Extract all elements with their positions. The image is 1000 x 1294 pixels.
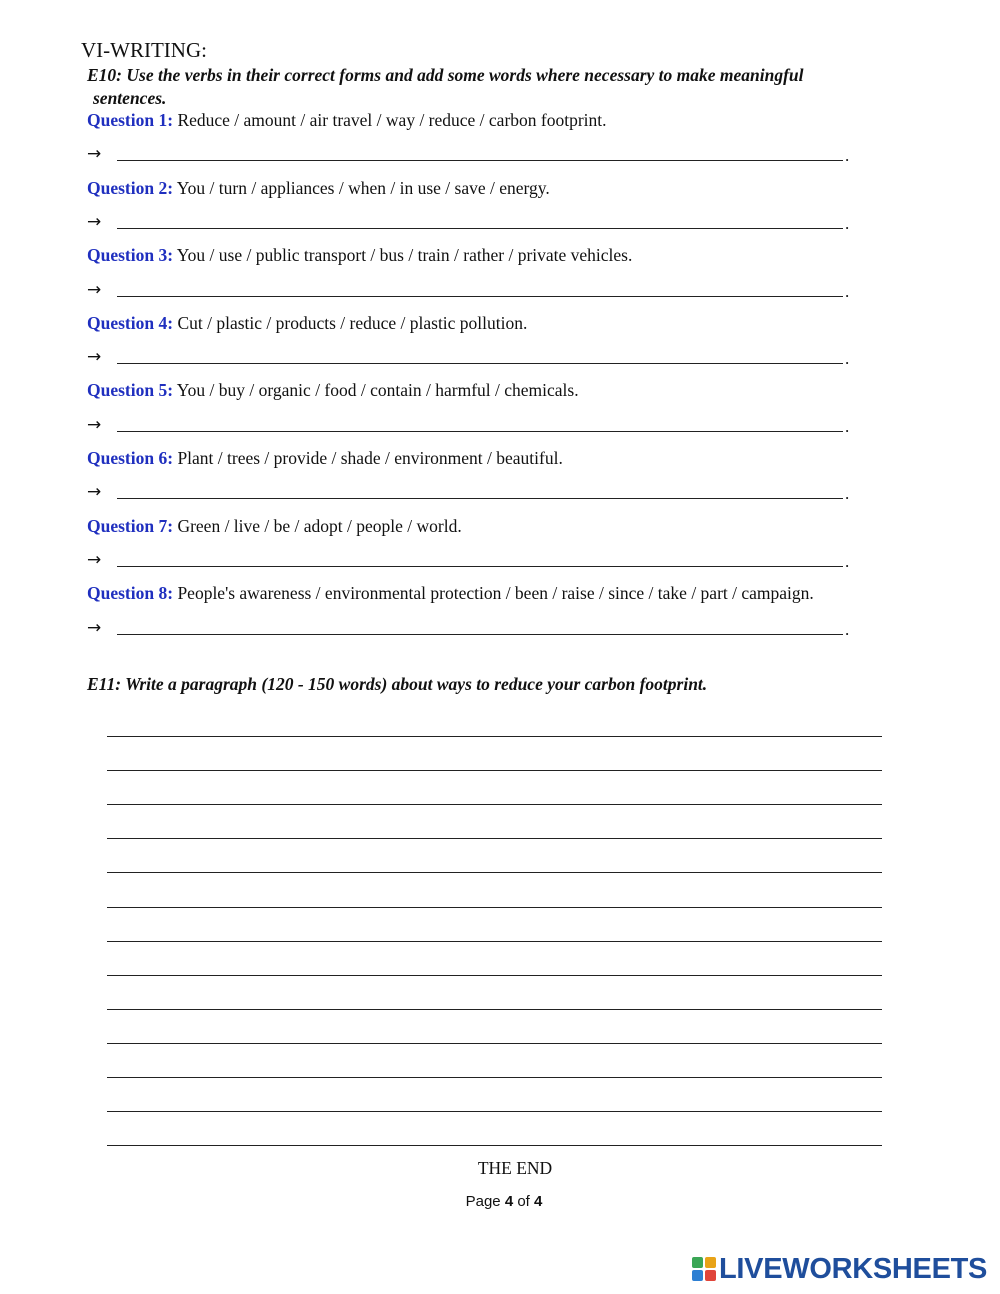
question-label: Question 4:: [87, 313, 174, 333]
arrow-right-icon: →: [87, 550, 102, 570]
writing-line[interactable]: [107, 907, 882, 908]
writing-line[interactable]: [107, 1111, 882, 1112]
question-4-prompt: [87, 313, 527, 334]
writing-line[interactable]: [107, 1145, 882, 1146]
question-2-answer-line[interactable]: [87, 212, 867, 236]
question-4-answer-line[interactable]: [87, 347, 867, 371]
answer-end-period: .: [845, 214, 850, 233]
answer-blank[interactable]: [117, 566, 843, 567]
question-label: Question 2:: [87, 178, 174, 198]
question-cue-words: You / turn / appliances / when / in use / save / energy.: [176, 178, 550, 198]
brand-name: LIVEWORKSHEETS: [719, 1252, 988, 1285]
answer-blank[interactable]: [117, 498, 843, 499]
e10-instruction-line2: sentences.: [93, 88, 167, 108]
answer-blank[interactable]: [117, 634, 843, 635]
question-7-answer-line[interactable]: [87, 550, 867, 574]
question-cue-words: Green / live / be / adopt / people / world.: [177, 516, 462, 536]
answer-blank[interactable]: [117, 228, 843, 229]
question-label: Question 3:: [87, 245, 174, 265]
question-8-answer-line[interactable]: [87, 618, 867, 642]
question-cue-words: You / buy / organic / food / contain / harmful / chemicals.: [176, 380, 579, 400]
question-6-answer-line[interactable]: [87, 482, 867, 506]
answer-blank[interactable]: [117, 363, 843, 364]
answer-end-period: .: [845, 282, 850, 301]
question-3-prompt: [87, 245, 632, 266]
page-number: [0, 1193, 1000, 1210]
answer-blank[interactable]: [117, 431, 843, 432]
question-label: Question 1:: [87, 110, 174, 130]
the-end-text: THE END: [477, 1158, 553, 1178]
question-label: Question 6:: [87, 448, 174, 468]
liveworksheets-mark-icon: [692, 1257, 716, 1281]
answer-end-period: .: [845, 417, 850, 436]
question-6-prompt: [87, 448, 563, 469]
writing-line[interactable]: [107, 736, 882, 737]
question-5-prompt: [87, 380, 579, 401]
e10-instruction: [87, 64, 917, 110]
question-3-answer-line[interactable]: [87, 280, 867, 304]
arrow-right-icon: →: [87, 144, 102, 164]
arrow-right-icon: →: [87, 415, 102, 435]
question-label: Question 5:: [87, 380, 174, 400]
liveworksheets-logo: [692, 1254, 987, 1284]
question-1-answer-line[interactable]: [87, 144, 867, 168]
writing-line[interactable]: [107, 770, 882, 771]
question-2-prompt: [87, 178, 550, 199]
arrow-right-icon: →: [87, 482, 102, 502]
question-cue-words: You / use / public transport / bus / train / rather / private vehicles.: [176, 245, 633, 265]
question-5-answer-line[interactable]: [87, 415, 867, 439]
page-of: of: [517, 1193, 530, 1210]
arrow-right-icon: →: [87, 212, 102, 232]
question-cue-words: Plant / trees / provide / shade / environment / beautiful.: [177, 448, 563, 468]
writing-line[interactable]: [107, 1043, 882, 1044]
page-current: 4: [504, 1193, 514, 1210]
answer-blank[interactable]: [117, 296, 843, 297]
answer-end-period: .: [845, 146, 850, 165]
page-total: 4: [534, 1193, 543, 1210]
section-title: VI-WRITING:: [81, 38, 207, 62]
arrow-right-icon: →: [87, 280, 102, 300]
question-cue-words: Cut / plastic / products / reduce / plastic pollution.: [177, 313, 528, 333]
question-label: Question 8:: [87, 583, 174, 603]
writing-line[interactable]: [107, 872, 882, 873]
page-prefix: Page: [465, 1193, 501, 1210]
question-cue-words: Reduce / amount / air travel / way / reduce / carbon footprint.: [177, 110, 607, 130]
answer-end-period: .: [845, 552, 850, 571]
question-7-prompt: [87, 516, 462, 537]
answer-blank[interactable]: [117, 160, 843, 161]
answer-end-period: .: [845, 620, 850, 639]
question-cue-words: People's awareness / environmental protection / been / raise / since / take / part / campaign.: [177, 583, 814, 603]
writing-line[interactable]: [107, 975, 882, 976]
e11-instruction: E11: Write a paragraph (120 - 150 words) about ways to reduce your carbon footprint.: [87, 674, 708, 694]
question-8-prompt: [87, 583, 814, 604]
writing-line[interactable]: [107, 1077, 882, 1078]
writing-line[interactable]: [107, 1009, 882, 1010]
e10-instruction-line1: E10: Use the verbs in their correct forms and add some words where necessary to make meaningful: [87, 65, 804, 85]
writing-line[interactable]: [107, 941, 882, 942]
arrow-right-icon: →: [87, 618, 102, 638]
writing-line[interactable]: [107, 804, 882, 805]
arrow-right-icon: →: [87, 347, 102, 367]
writing-line[interactable]: [107, 838, 882, 839]
answer-end-period: .: [845, 349, 850, 368]
answer-end-period: .: [845, 484, 850, 503]
question-label: Question 7:: [87, 516, 174, 536]
question-1-prompt: [87, 110, 607, 131]
